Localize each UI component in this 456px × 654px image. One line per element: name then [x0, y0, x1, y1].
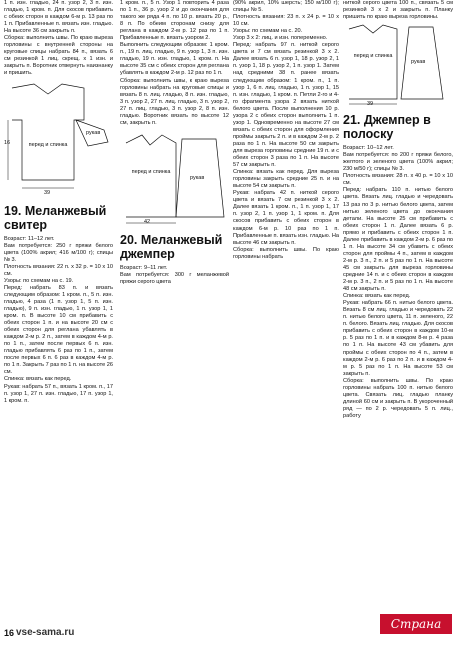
paragraph: Спинка: вязать как перед. Для выреза горловины закрыть средние 25 п. и на высоте 54 см закрыть п. [233, 169, 339, 190]
dimension-label: 16 [4, 139, 11, 146]
schema-label-front: перед и спинка [131, 168, 171, 175]
paragraph: ниткой серого цвета 100 п., связать 5 см резинкой 3 х 2 и закрыть п. Планку пришить по краю выреза горловины. [343, 0, 453, 21]
sweater-pattern-diagram [4, 80, 112, 198]
paragraph: Выполнить следующим образом: 1 кром. п., 19 п. лиц. гладью, 9 п. узор 1, 3 п. изн. гладью, 19 п. изн. гладью, 1 кром. п. На высоте 35 см с обеих сторон для реглана убавлять в каждом 2-м р. 12 раз по 1 п. [120, 42, 229, 77]
paragraph: Плотность вязания: 22 п. х 32 р. = 10 х 10 см. [4, 263, 113, 277]
dimension-label: 42 [144, 218, 151, 225]
column-4 [343, 0, 453, 420]
dimension-label: 39 [44, 189, 51, 196]
schema-label-front: перед и спинка [28, 141, 68, 148]
paragraph: Перед: набрать 83 п. и вязать следующим образом: 1 кром. п., 5 п. изн. гладью, 4 раза (1 п. узор 1, 5 п. изн. гладью), 9 п. изн. гладью, 1 п. узор 1, 1 кром. п. В высоте 10 см прибавить с обеих сторон 1 п. и на высоте 20 см с обеих сторон для реглана убавлять в каждом 2-м р. 2 п., затем в каждом 4-м р. по 1 п., затем после первых 6 п. изн. гладью прибавлять 6 раз по 1 п., затем после первых 6 п. 6 раз в каждом 4-м р. по 1 п. Закрыть 7 раз по 1 п. на высоте 26 см. [4, 284, 114, 376]
paragraph: (90% акрил, 10% шерсть; 150 м/100 г); спицы № 5. [233, 0, 339, 14]
paragraph: Узоры: по схемам на с. 19. [4, 277, 74, 284]
paragraph: Сборка: выполнить швы. По краю горловины набрать [233, 246, 339, 260]
section-title: 20. Меланжевый джемпер [120, 232, 223, 261]
paragraph: Спинка: вязать как перед. [343, 293, 411, 300]
paragraph: Вам потребуется: 300 г меланжевой пряжи серого цвета [120, 271, 229, 285]
jumper-pattern-diagram [120, 129, 228, 227]
schema-21 [343, 23, 453, 109]
paragraph: Возраст: 10–12 лет. [343, 145, 394, 152]
paragraph: Плотность вязания: 23 п. х 24 р. = 10 х 10 см. [233, 14, 339, 28]
paragraph: Сборка: выполнить швы. По краю горловины набрать 100 п. нитью белого цвета. Связать лиц. гладью планку длиной 60 см и закрыть п. В укороченный ряд — по 2 р. чередовать 5 п. лиц., работу [343, 377, 453, 419]
dimension-label: 39 [367, 101, 374, 108]
schema-label-sleeve: рукав [411, 59, 426, 66]
paragraph: Рукав: набрать 42 п. ниткой серого цвета и вязать 7 см резинкой 3 х 2. Далее вязать 1 кром. п., 1 п. узор 1, 17 п. узор 2, 1 п. узор 1, 1 кром. п. Для скосов прибавить с обеих сторон в каждом 6-м р. 10 раз по 1 п. Прибавленные п. вязать изн. гладью. На высоте 46 см закрыть п. [233, 190, 339, 246]
schema-label-sleeve: рукав [190, 174, 205, 181]
paragraph: 1 кром. п., 5 п. Узор 1 повторить 4 раза по 1 п., 36 р. узор 2 и до окончания для такого же ряда 4 п. по 10 р. вязать 20 р., 8 п. По обеим сторонам снизу для реглана в каждом 2-м р. 12 раз по 1 п. Прибавленные п. вязать узором 2. [120, 0, 229, 42]
site-watermark[interactable]: vse-sama.ru [16, 627, 75, 638]
paragraph: 1 п. изн. гладью, 24 п. узор 2, 3 п. изн. гладью, 1 кром. п. Для скосов прибавить с обеих сторон в каждом 6-м р. 13 раз по 1 п. Прибавленные п. вязать изн. гладью. На высоте 36 см закрыть п. [4, 0, 113, 35]
page-number: 16 [4, 628, 15, 638]
schema-label-front: перед и спинка [353, 53, 393, 60]
paragraph: Узоры: по схемам на с. 20. [233, 28, 303, 35]
section-title: 21. Джемпер в полоску [343, 113, 431, 142]
paragraph: Рукав: набрать 57 п., вязать 1 кром. п., 17 п. узор 1, 27 п. изн. гладью, 17 п. узор 1, 1 кром. п. [4, 383, 114, 404]
section-title: 19. Меланжевый свитер [4, 203, 107, 232]
column-2 [120, 0, 229, 286]
paragraph: Вам потребуется: 250 г пряжи белого цвета (100% акрил; 416 м/100 г); спицы № 3. [4, 242, 113, 263]
paragraph: Сборка: выполнить швы, к краю выреза горловины набрать на круговые спицы и вязать 8 п. лиц. гладью, 8 п. изн. гладью, 3 п. узор 2, 27 п. лиц. гладью, 3 п. узор 2, 27 п. лиц. гладью, 3 п. узор 2, 8 п. изн. гладью. Воротник вязать по высоте 12 см, закрыть п. [120, 77, 229, 126]
column-1 [4, 0, 113, 405]
column-3 [233, 0, 339, 261]
paragraph: Спинка: вязать как перед. [4, 376, 72, 383]
paragraph: Плотность вязания: 28 п. х 40 р. = 10 х 10 см. [343, 173, 453, 187]
striped-jumper-diagram [343, 23, 453, 107]
schema-20 [120, 129, 229, 229]
schema-label-sleeve: рукав [86, 129, 101, 136]
paragraph: Перед: набрать 97 п. ниткой серого цвета и 7 см вязать резинкой 3 х 2. Далее вязать 6 п. узор 1, 18 р. узор 2, 1 п. узор 1, 18 р. узор 2, 1 п. узор 1. Затем над средними 38 п. ранее вязать следующим образом: 1 кром. п., 1 п. узор 1, 6 п. лиц. гладью, 1 п. узор 1, 15 п. изн. гладью, 1 кром. п. Петли 2-го и 4-го фрагмента узора 2 вязать ниткой белого цвета. После выполнения 10 р. узора 2 с обеих сторон выполнить 1 п. узор 1. Одновременно на высоте 27 см вязать с обеих сторон для оформления проймы закрыть 2 п. и в каждом 2-м р. 2 раза по 1 п. На высоте 50 см закрыть для выреза горловины средние 19 п. и с обеих сторон 3 раза по 1 п. На высоте 57 см закрыть п. [233, 42, 339, 169]
paragraph: Возраст: 9–11 лет. [120, 264, 168, 271]
paragraph: Сборка: выполнить швы. По краю выреза горловины с внутренней стороны на круговые спицы набрать 84 п., вязать 6 см резинкой 1 лиц. скрещ. х 1 изн. и закрыть п. Воротник отвернуть наизнанку и пришить. [4, 35, 113, 77]
brand-watermark: Страна Мам [380, 614, 452, 634]
schema-19 [4, 80, 113, 200]
paragraph: Вам потребуется: по 200 г пряжи белого, желтого и зеленого цвета (100% акрил; 230 м/50 г); спицы № 3. [343, 152, 453, 173]
paragraph: Возраст: 11–12 лет. [4, 235, 55, 242]
paragraph: Узор 3 х 2: лиц. и изн. попеременно. [233, 35, 328, 42]
paragraph: Рукав: набрать 66 п. нитью белого цвета. Вязать 8 см лиц. гладью и чередовать 22 п. нитью белого цвета, 11 п. зеленого, 22 п. белого. Вязать лиц. гладью. Для скосов прибавить с обеих сторон в каждом 10-м р. 5 раз по 1 п. и в каждом 8-м р. 4 раза по 1 п. На высоте 43 см убавить для проймы с обеих сторон по 4 п., затем в каждом 2-м р. 6 раз по 2 п. и в каждом 4-м р. 5 раз по 1 п. На высоте 53 см закрыть п. [343, 300, 453, 377]
paragraph: Перед: набрать 110 п. нитью белого цвета. Вязать лиц. гладью и чередовать 13 раз по 3 р. нитью белого цвета, затем нитью зеленого цвета до окончания детали. На высоте 25 см прибавить с обеих сторон 1 п. Далее вязать 6 р. прямо и прибавить с обеих сторон 1 п. Далее прибавить в каждом 2-м р. 6 раз по 1 п. На высоте 34 см убавить с обеих сторон для проймы 4 п., затем в каждом 2-м р. 3 п., 2 п. и 5 раз по 1 п. На высоте 45 см закрыть для выреза горловины средние 14 п. и с обеих сторон в каждом 2-м р. 3 п., 2 п. и 5 раз по 1 п. На высоте 48 см закрыть п. [343, 187, 453, 293]
